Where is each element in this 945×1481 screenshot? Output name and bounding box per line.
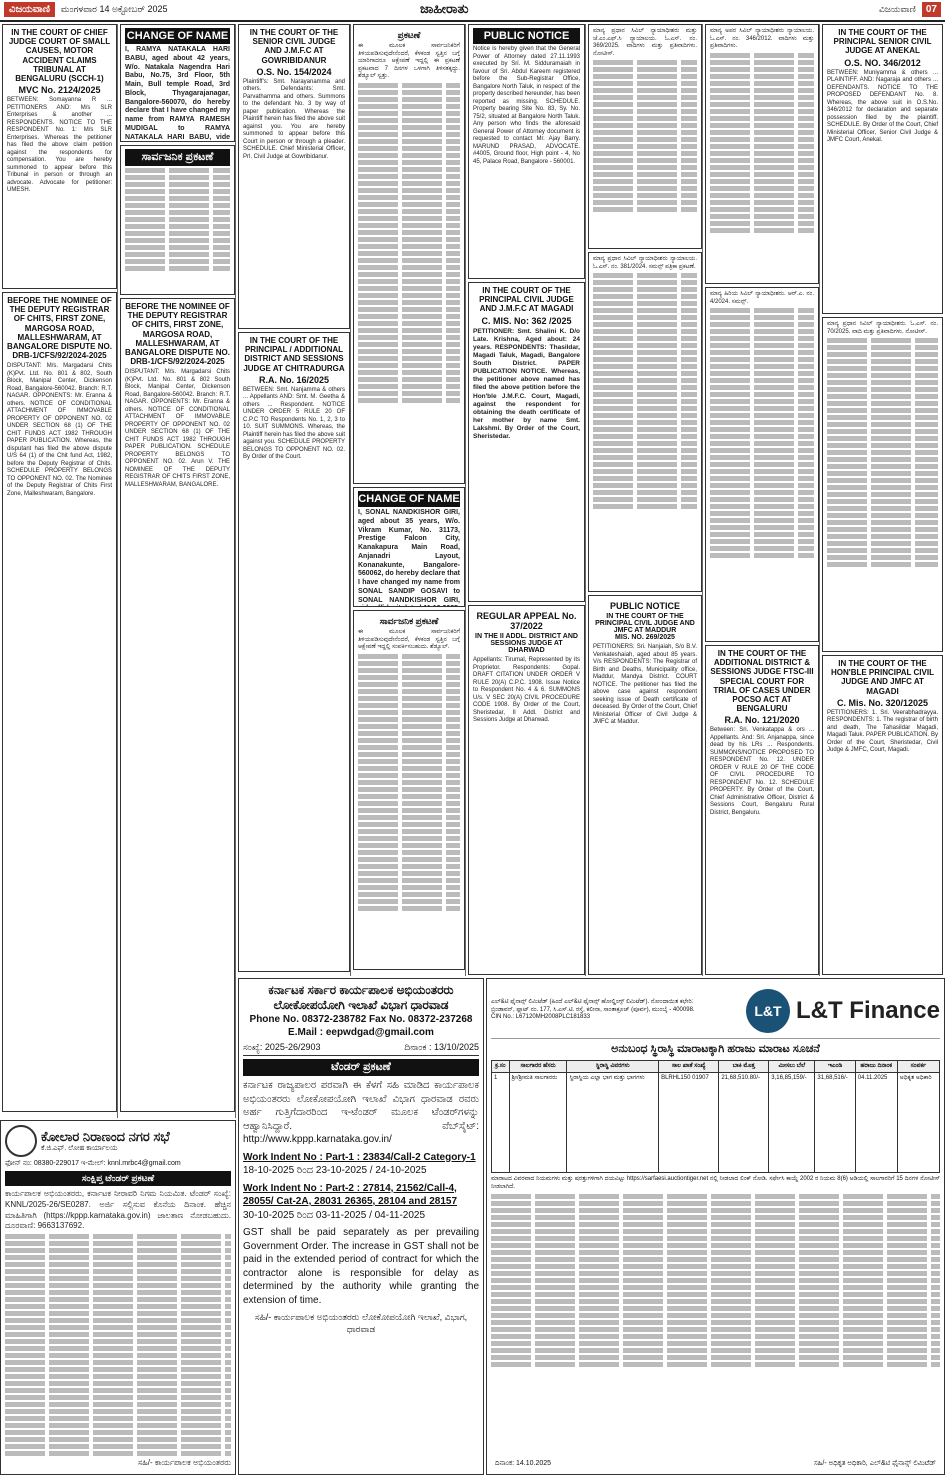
table-header-row bbox=[492, 1061, 940, 1073]
table-header: ಕ್ರ.ಸಂ bbox=[492, 1061, 510, 1073]
kmc-header bbox=[5, 1125, 231, 1157]
public-notice-1 bbox=[468, 24, 585, 279]
notice-body: PETITIONERS: Sri. Nanjaiah, S/o B.V. Venkateshaiah, aged about 85 years. V/s RESPONDENTS: The Registrar of Birth and Deaths, Municipality office, Maddur, Mandya District. COURT NOTICE. The petitioner has filed the above case against respondent seeking issue of Death certificate of deceased. By Order of the Court, Chief Ministerial Officer of Civil Judge & JMFC at Maddur. bbox=[593, 644, 697, 725]
table-header: ಹರಾಜು ದಿನಾಂಕ bbox=[855, 1061, 897, 1073]
pwd-ref-no: ಸಂಖ್ಯೆ: 2025-26/2903 bbox=[243, 1042, 321, 1052]
public-notice-title: PUBLIC NOTICE bbox=[609, 601, 680, 611]
kannada-text-lines bbox=[125, 168, 230, 271]
pwd-ref bbox=[243, 1042, 479, 1056]
notice-title: IN THE COURT OF THE ADDITIONAL DISTRICT & SESSIONS JUDGE FTSC-III SPECIAL COURT FOR TRIAL OF CASES UNDER POCSO ACT AT BENGALURU bbox=[710, 649, 814, 714]
page-number: 07 bbox=[922, 2, 941, 17]
notice-gowribidanur bbox=[238, 24, 350, 329]
kmc-contact: ಫೋನ್ ನಂ: 08380-229017 ಇ-ಮೇಲ್: knnl.mrbc4@gmail.com bbox=[5, 1160, 181, 1167]
kannada-text-lines bbox=[710, 53, 814, 233]
notice-case-no: R.A. No. 121/2020 bbox=[724, 715, 800, 726]
public-notice-maddur bbox=[588, 595, 702, 975]
table-cell: BLRHL150 01907 bbox=[659, 1073, 719, 1173]
notice-title: IN THE COURT OF CHIEF JUDGE COURT OF SMALL CAUSES, MOTOR ACCIDENT CLAIMS TRIBUNAL AT BENGALURU (SCCH-1) bbox=[8, 28, 111, 83]
notice-chits-1 bbox=[2, 292, 117, 1112]
masthead-right bbox=[879, 2, 941, 17]
notice-case-no: O.S. No. 154/2024 bbox=[256, 66, 332, 77]
kannada-text-lines bbox=[593, 273, 697, 509]
notice-pocso-court bbox=[705, 645, 819, 975]
pwd-gst-note: GST shall be paid separately as per prevailing Government Order. The increase in GST shall not be paid in the extended period of contract for which the contractor alone is responsible for delay as determined by the authority while granting the extension of time. bbox=[243, 1227, 479, 1306]
table-header: ಮೀಸಲು ಬೆಲೆ bbox=[769, 1061, 815, 1073]
kmc-signature: ಸಹಿ/- ಕಾರ್ಯಪಾಲಕ ಅಭಿಯಂತರರು bbox=[138, 1458, 231, 1468]
table-cell: 04.11.2025 bbox=[855, 1073, 897, 1173]
kannada-notice-title: ಸಾರ್ವಜನಿಕ ಪ್ರಕಟಣೆ bbox=[125, 149, 230, 166]
kmc-tender-notice bbox=[0, 1120, 236, 1475]
kannada-text-lines bbox=[491, 1194, 940, 1367]
kmc-tender-title: ಸಂಕ್ಷಿಪ್ತ ಟೆಂಡರ್ ಪ್ರಕಟಣೆ bbox=[5, 1171, 231, 1186]
table-cell: 3,16,85,159/- bbox=[769, 1073, 815, 1173]
table-cell: ಅಧಿಕೃತ ಅಧಿಕಾರಿ bbox=[897, 1073, 939, 1173]
notice-dharwad bbox=[468, 605, 585, 975]
kannada-text-lines bbox=[827, 338, 938, 567]
kannada-notice-body: ಈ ಮೂಲಕ ಸಾರ್ವಜನಿಕರಿಗೆ ತಿಳಿಯಪಡಿಸುವುದೇನೆಂದರೆ, ಕೆಳಕಂಡ ಸ್ವತ್ತಿನ ಬಗ್ಗೆ ಆಕ್ಷೇಪಣೆ ಇದ್ದಲ್ಲಿ ಸಂಪರ್ಕಿಸಬಹುದು. ಶೆಡ್ಯೂಲ್. bbox=[358, 629, 460, 650]
table-header: ಸ್ಥಿರಾಸ್ಥಿ ವಿವರಗಳು bbox=[567, 1061, 659, 1073]
change-of-name-2 bbox=[353, 487, 465, 607]
kannada-notice-body: ಮಾನ್ಯ ಪ್ರಧಾನ ಸಿವಿಲ್ ನ್ಯಾಯಾಧೀಶರು. ಓ.ಎಸ್. ನಂ. 70/2025. ವಾದಿ ಮತ್ತು ಪ್ರತಿವಾದಿಗಳು. ನೋಟೀಸ್. bbox=[827, 321, 938, 335]
column-8 bbox=[822, 24, 943, 976]
notice-case-no: O.S. NO. 346/2012 bbox=[844, 57, 921, 68]
notice-body: Between: Sri. Venkatappa & ors ... Appellants. And: Sri. Anjanappa, since dead by his LRs ... Respondents. SUMMONS/NOTICE PROPOSED TO RESPONDENT No. 12. UNDER ORDER V RULE 20 OF THE CODE OF CIVIL PROCEDURE TO RESPONDENT No. 12. SCHEDULE PROPERTY. By Order of the Court, Chief Administrative Officer, District & Sessions Court, Bengaluru Rural District, Bengaluru. bbox=[710, 727, 814, 816]
kannada-notice-7 bbox=[705, 287, 819, 642]
notice-case-no: R.A. No. 16/2025 bbox=[258, 374, 330, 385]
pwd-tender-notice bbox=[238, 978, 484, 1475]
lt-notice-title: ಅನುಬಂಧ ಸ್ಥಿರಾಸ್ಥಿ ಮಾರಾಟಕ್ಕಾಗಿ ಹರಾಜು ಮಾರಾಟ ಸೂಚನೆ bbox=[611, 1043, 820, 1055]
table-header: ಸಂಪರ್ಕ bbox=[897, 1061, 939, 1073]
pwd-work-indent-1: Work Indent No : Part-1 : 23834/Call-2 Category-1 bbox=[243, 1151, 476, 1163]
table-cell: 1 bbox=[492, 1073, 510, 1173]
column-4 bbox=[353, 24, 466, 976]
notice-mvc bbox=[2, 24, 117, 289]
notice-case-no: MIS. NO. 269/2025 bbox=[615, 634, 675, 641]
public-notice-body: Notice is hereby given that the General Power of Attorney dated 27.11.1993 executed by Sri. M. Sidduramaiah in favour of Sri. Abdul Kareem registered before the Sub-Registrar Office, Bangalore North Taluk, in respect of the property described hereunder, has been reported as missing. SCHEDULE. Property bearing Site No. 83, Sy. No. 75/2, situated at Bangalore North Taluk. Any person who finds the aforesaid General Power of Attorney document is requested to contact Mr. Ajay Barry. MARUND PRASAD, ADVOCATE. #4005, Ground floor, High point - 4, No 45, Palace Road, Bangalore - 560001. bbox=[473, 46, 580, 165]
notice-title: IN THE COURT OF THE SENIOR CIVIL JUDGE AND J.M.F.C AT GOWRIBIDANUR bbox=[249, 28, 339, 65]
notice-case-no: C. Mis. No. 320/12025 bbox=[836, 697, 929, 708]
kannada-text-lines bbox=[358, 654, 460, 911]
right-logo: ವಿಜಯವಾಣಿ bbox=[879, 4, 916, 14]
pwd-org-name: ಕರ್ನಾಟಕ ಸರ್ಕಾರ ಕಾರ್ಯಪಾಲಕ ಅಭಿಯಂತರರು ಲೋಕೋಪಯೋಗಿ ಇಲಾಖೆ ವಿಭಾಗ ಧಾರವಾಡ bbox=[268, 983, 454, 1012]
notice-chitradurga bbox=[238, 332, 350, 972]
column-5 bbox=[468, 24, 586, 976]
table-cell: 21,68,510.80/- bbox=[719, 1073, 769, 1173]
change-of-name-body: I, RAMYA NATAKALA HARI BABU, aged about 42 years, W/o. Natakala Nagendra Hari Babu, No.75, 3rd Floor, 5th Main, Bull temple Road, 3rd Block, Thyagarajanagar, Bangalore-560070, do hereby declare that I have changed my name from RAMYA RAMESH MUDIGAL to RAMYA NATAKALA HARI BABU, vide bbox=[125, 46, 230, 141]
notice-body: BETWEEN: Muniyamma & others ... PLAINTIFF. AND: Nagaraja and others ... DEFENDANTS. NOTICE TO THE PROPOSED DEFENDANT No. 8. Whereas, the above suit in O.S.No. 346/2012 for declaration and separate possession filed by the plaintiff. SCHEDULE. By Order of the Court, Chief Ministerial Officer, Senior Civil Judge & JMFC Court, Anekal. bbox=[827, 69, 938, 144]
notice-magadi-1 bbox=[468, 282, 585, 602]
lt-logo bbox=[746, 989, 940, 1033]
kannada-notice-title: ಸಾರ್ವಜನಿಕ ಪ್ರಕಟಣೆ bbox=[379, 616, 439, 626]
notice-anekal bbox=[822, 24, 943, 314]
notice-body: DISPUTANT: M/s. Margadarsi Chits (K)Pvt. Ltd. No. 801 & 802, South Block, Manipal Center, Dickenson Road, Bangalore-560042. Branch: R.T. NAGAR. OPPONENTS: Mr. Eranna & others. NOTICE OF CONDITIONAL ATTACHMENT OF IMMOVABLE PROPERTY OF OPPONENT NO. 02 UNDER SECTION 68 (1) OF THE CHIT FUNDS ACT 1982 THROUGH PAPER PUBLICATION. Whereas, the disputant has filed the above dispute U/S 64 (1) of the Chit fund Act, 1982, before the Deputy Registrar of Chits. SCHEDULE PROPERTY BELONGS TO OPPONENT NO. 02. The Nominee of the Deputy Registrar of Chits First Zone, Malleshwaram, Bangalore. bbox=[7, 363, 112, 497]
notice-body: Appellants: Tirumal, Represented by its Proprietor. Respondents: Gopal. DRAFT CITATION UNDER ORDER V RULE 20(A) C.P.C. 1908. Issue Notice to Respondent No. 4 & 6. SUMMONS U/s. V SEC 20(A) CIVIL PROCEDURE CODE 1908. By Order of the Court, Sheristedar, II Addl. District and Sessions Judge at Dharwad. bbox=[473, 657, 580, 723]
newspaper-logo: ವಿಜಯವಾಣಿ bbox=[4, 2, 55, 17]
kannada-text-lines bbox=[593, 60, 697, 212]
change-of-name-title: CHANGE OF NAME bbox=[126, 30, 229, 42]
kannada-notice-3 bbox=[353, 610, 465, 970]
lt-brand-name: L&T Finance bbox=[795, 996, 940, 1024]
notice-title: IN THE COURT OF THE HON'BLE PRINCIPAL CIVIL JUDGE AND JMFC AT MAGADI bbox=[831, 659, 934, 696]
table-cell: 31,68,516/- bbox=[815, 1073, 855, 1173]
notice-body: PETITIONERS: 1. Sri. Veerabhadrayya. RESPONDENTS: 1. The registrar of birth and death, The Tahasildar Magadi, Magadi Taluk. PAPER PUBLICATION. By Order of the Court, Sheristedar, Civil Judge & JMFC, Court, Magadi. bbox=[827, 709, 938, 754]
notice-body: DISPUTANT: M/s. Margadarsi Chits (K)Pvt. Ltd. No. 801 & 802 South Block, Manipal Center, Dickenson Road, Bangalore-560042. Branch: R.T. NAGAR. OPPONENTS: Mr. Eranna & others. NOTICE OF CONDITIONAL ATTACHMENT OF IMMOVABLE PROPERTY OF OPPONENT NO. 02 UNDER SECTION 68 (1) OF THE CHIT FUNDS ACT 1982 THROUGH PAPER PUBLICATION. SCHEDULE PROPERTY BELONGS TO OPPONENT NO. 02. Arun V. THE NOMINEE OF THE DEPUTY REGISTRAR OF CHITS FIRST ZONE, MALLESHWARAM, BANGALORE. bbox=[125, 369, 230, 488]
lt-header bbox=[491, 983, 940, 1039]
kannada-notice-body: ಮಾನ್ಯ ಪ್ರಧಾನ ಸಿವಿಲ್ ನ್ಯಾಯಾಧೀಶರು ನ್ಯಾಯಾಲಯ. ಓ.ಎಸ್. ನಂ. 381/2024. ಸಮನ್ಸ್ ಪತ್ರಿಕಾ ಪ್ರಕಟಣೆ. bbox=[593, 256, 697, 270]
notice-magadi-2 bbox=[822, 655, 943, 975]
kannada-notice-title: ಪ್ರಕಟಣೆ bbox=[397, 30, 421, 40]
table-cell: ಸ್ಥಿರಾಸ್ಥಿಯ ಎಲ್ಲಾ ಭಾಗ ಮತ್ತು ಭಾಗಗಳು bbox=[567, 1073, 659, 1173]
section-title: ಜಾಹೀರಾತು bbox=[420, 1, 469, 16]
lt-finance-auction-notice bbox=[486, 978, 945, 1475]
notice-court: IN THE COURT OF THE PRINCIPAL CIVIL JUDGE AND JMFC AT MADDUR bbox=[595, 613, 695, 634]
pwd-ref-date: ದಿನಾಂಕ : 13/10/2025 bbox=[404, 1042, 479, 1052]
notice-title: IN THE COURT OF THE PRINCIPAL / ADDITIONAL DISTRICT AND SESSIONS JUDGE AT CHITRADURGA bbox=[243, 336, 345, 373]
notice-title: IN THE COURT OF THE PRINCIPAL SENIOR CIVIL JUDGE AT ANEKAL bbox=[833, 28, 932, 56]
lt-registered-office: ಎಲ್&ಟಿ ಫೈನಾನ್ಸ್ ಲಿಮಿಟೆಡ್ (ಹಿಂದೆ ಎಲ್&ಟಿ ಫೈನಾನ್ಸ್ ಹೋಲ್ಡಿಂಗ್ಸ್ ಲಿಮಿಟೆಡ್). ನೋಂದಾಯಿತ ಕಛೇರಿ: ಬ್ರಿಂಡಾವನ್, ಪ್ಲಾಟ್ ನಂ. 177, ಸಿ.ಎಸ್.ಟಿ. ರಸ್ತೆ, ಕಲೀನಾ, ಸಾಂತಾಕ್ರೂಜ್ (ಪೂರ್ವ), ಮುಂಬೈ - 400098. CIN No.: L67120MH2008PLC181833 bbox=[491, 998, 695, 1021]
notice-body: BETWEEN: Smt. Nanjamma & others ... Appellants AND: Smt. M. Geetha & others ... Respondent. NOTICE UNDER ORDER 5 RULE 20 OF C.P.C TO Respondents No. 1, 2, 3 to 10. SUIT SUMMONS. Whereas, the Plaintiff herein has filed the above suit against you. SCHEDULE PROPERTY BELONGS TO OPPONENT NO. 02. By Order of the Court. bbox=[243, 386, 345, 461]
kannada-notice-6 bbox=[705, 24, 819, 284]
change-of-name-title: CHANGE OF NAME bbox=[358, 493, 460, 505]
pwd-tender-body: ಕರ್ನಾಟಕ ರಾಜ್ಯಪಾಲರ ಪರವಾಗಿ ಈ ಕೆಳಗೆ ಸಹಿ ಮಾಡಿದ ಕಾರ್ಯಪಾಲಕ ಅಭಿಯಂತರರು ಲೋಕೋಪಯೋಗಿ ಇಲಾಖೆ ವಿಭಾಗ ಧಾರವಾಡ ರವರು ಅರ್ಹ ಗುತ್ತಿಗೆದಾರರಿಂದ ಇ-ಟೆಂಡರ್ ಮೂಲಕ ಟೆಂಡರ್‌ಗಳನ್ನು ಆಹ್ವಾನಿಸಿದ್ದಾರೆ. ವೆಬ್‌ಸೈಟ್: http://www.kppp.karnataka.gov.in/ bbox=[243, 1080, 479, 1145]
pwd-tender-title: ಟೆಂಡರ್ ಪ್ರಕಟಣೆ bbox=[243, 1059, 479, 1076]
pwd-signature: ಸಹಿ/- ಕಾರ್ಯಪಾಲಕ ಅಭಿಯಂತರರು ಲೋಕೋಪಯೋಗಿ ಇಲಾಖೆ, ವಿಭಾಗ, ಧಾರವಾಡ bbox=[254, 1312, 468, 1335]
lt-date: ದಿನಾಂಕ: 14.10.2025 bbox=[495, 1460, 552, 1467]
notice-title: IN THE COURT OF THE PRINCIPAL CIVIL JUDGE AND J.M.F.C AT MAGADI bbox=[479, 286, 574, 314]
lt-auction-table bbox=[491, 1060, 940, 1173]
notice-body: Plaintiff's: Smt. Narayanamma and others. Defendants: Smt. Parvathamma and others. Summons to the defendant No. 3 by way of paper publication. Whereas the Plaintiff herein has filed the above suit against you. You are hereby summoned to appear before this Court in person or through a pleader. SCHEDULE. Chief Ministerial Officer, Prl. Civil Judge at Gowribidanur. bbox=[243, 78, 345, 160]
govt-emblem-icon bbox=[5, 1125, 37, 1157]
column-6 bbox=[588, 24, 703, 976]
issue-date: ಮಂಗಳವಾರ 14 ಅಕ್ಟೋಬರ್ 2025 bbox=[60, 4, 168, 14]
notice-case-no: REGULAR APPEAL No. 37/2022 bbox=[476, 611, 577, 631]
table-cell: ಶ್ರೀ/ಶ್ರೀಮತಿ ಸಾಲಗಾರರು bbox=[509, 1073, 567, 1173]
kmc-sub: ಕೆ.ಜಿ.ಎಫ್. ಲೋಹ ಕಾರ್ಯಾಲಯ bbox=[41, 1145, 118, 1152]
kannada-notice-5 bbox=[588, 252, 702, 592]
masthead bbox=[0, 0, 945, 22]
notice-body: BETWEEN: Somayanna R ... PETITIONERS AND: M/s SLR Enterprises & another ... RESPONDENTS. NOTICE TO THE RESPONDENT No. 1: M/s SLR Enterprises. Whereas the petitioner has filed the above claim petition against the respondents for compensation. You are hereby summoned to appear before this Tribunal in person or through an advocate. Advocate for petitioner: UMESH. bbox=[7, 97, 112, 194]
kannada-notice-4 bbox=[588, 24, 702, 249]
change-of-name-1 bbox=[120, 24, 235, 142]
kmc-org-name: ಕೋಲಾರ ನಿರಾಣಂದ ನಗರ ಸಭೆ bbox=[41, 1129, 170, 1144]
notice-case-no: MVC No. 2124/2025 bbox=[18, 85, 101, 96]
table-header: ಸಾಲಗಾರರ ಹೆಸರು bbox=[509, 1061, 567, 1073]
kannada-text-lines bbox=[358, 83, 460, 403]
column-2 bbox=[120, 24, 236, 1118]
pwd-work-2-dates: 30-10-2025 ರಿಂದ 03-11-2025 / 04-11-2025 bbox=[243, 1209, 426, 1221]
notice-court: IN THE II ADDL. DISTRICT AND SESSIONS JUDGE AT DHARWAD bbox=[475, 633, 578, 654]
notice-title: BEFORE THE NOMINEE OF THE DEPUTY REGISTRAR OF CHITS, FIRST ZONE, MARGOSA ROAD, MALLESHWARAM, AT BANGALORE DISPUTE NO. DRB-1/CFS/92/2024-2025 bbox=[7, 296, 112, 361]
kannada-notice-body: ಈ ಮೂಲಕ ಸಾರ್ವಜನಿಕರಿಗೆ ತಿಳಿಯಪಡಿಸುವುದೇನೆಂದರೆ, ಕೆಳಕಂಡ ಸ್ವತ್ತಿನ ಬಗ್ಗೆ ಯಾರಿಗಾದರೂ ಆಕ್ಷೇಪಣೆ ಇದ್ದಲ್ಲಿ ಈ ಪ್ರಕಟಣೆ ಪ್ರಕಟವಾದ 7 ದಿನಗಳ ಒಳಗಾಗಿ ತಿಳಿಸತಕ್ಕದ್ದು. ಶೆಡ್ಯೂಲ್ ಸ್ವತ್ತು. bbox=[358, 43, 460, 79]
kmc-body: ಕಾರ್ಯಪಾಲಕ ಅಭಿಯಂತರರು, ಕರ್ನಾಟಕ ನೀರಾವರಿ ನಿಗಮ ನಿಯಮಿತ. ಟೆಂಡರ್ ಸಂಖ್ಯೆ: KNNL/2025-26/SE0287. ಅರ್ಜಿ ಸಲ್ಲಿಸುವ ಕೊನೆಯ ದಿನಾಂಕ. ಹೆಚ್ಚಿನ ಮಾಹಿತಿಗಾಗಿ (https://kppp.karnataka.gov.in) ಜಾಲತಾಣ ನೋಡಬಹುದು. ದೂರವಾಣಿ: 9663137692. bbox=[5, 1189, 231, 1231]
lt-logo-icon: L&T bbox=[746, 989, 790, 1033]
notice-chits-2 bbox=[120, 298, 235, 1112]
pwd-phone: Phone No. 08372-238782 Fax No. 08372-237268 bbox=[249, 1014, 473, 1025]
masthead-left bbox=[4, 2, 168, 17]
kannada-notice-1 bbox=[120, 145, 235, 295]
column-3 bbox=[238, 24, 351, 976]
lt-terms: ಮಾರಾಟದ ವಿವರವಾದ ನಿಯಮಗಳು ಮತ್ತು ಷರತ್ತುಗಳಿಗಾಗಿ ದಯವಿಟ್ಟು https://sarfaesi.auctiontiger.net ನಲ್ಲಿ ನೀಡಲಾದ ಲಿಂಕ್ ನೋಡಿ. ಸರ್ಫೇಸಿ ಕಾಯ್ದೆ 2002 ರ ನಿಯಮ 8(6) ಅಡಿಯಲ್ಲಿ ಸಾಲಗಾರರಿಗೆ 15 ದಿನಗಳ ನೋಟೀಸ್ ನೀಡಲಾಗಿದೆ. bbox=[491, 1176, 940, 1190]
pwd-email: E.Mail : eepwdgad@gmail.com bbox=[288, 1027, 434, 1038]
change-of-name-body: I, SONAL NANDKISHOR GIRI, aged about 35 years, W/o. Vikram Kumar, No. 31173, Prestige Falcon City, Kanakapura Main Road, Anjanadri Layout, Konanakunte, Bangalore-560062, do hereby declare that I have changed my name from SONAL SANDIP GOSAVI to SONAL NANDKISHOR GIRI, bbox=[358, 509, 460, 604]
kannada-notice-body: ಮಾನ್ಯ ಪ್ರಧಾನ ಸಿವಿಲ್ ನ್ಯಾಯಾಧೀಶರು ಮತ್ತು ಜೆ.ಎಂ.ಎಫ್.ಸಿ ನ್ಯಾಯಾಲಯ. ಓ.ಎಸ್. ನಂ. 369/2025. ವಾದಿಗಳು ಮತ್ತು ಪ್ರತಿವಾದಿಗಳು. ನೋಟೀಸ್. bbox=[593, 28, 697, 57]
kannada-notice-8 bbox=[822, 317, 943, 652]
notice-body: PETITIONER: Smt. Shalini K. D/o Late. Krishna, Aged about: 24 years. RESPONDENTS: Thasildar, Magadi Taluk, Magadi, Bangalore South District. PAPER PUBLICATION NOTICE. Whereas, the petitioner above named has filed the above petition before the Hon'ble J.M.F.C. Court, Magadi, against the respondent for obtaining the death certificate of her mother by name Smt. Lakshmi. By Order of the Court, Sheristedar. bbox=[473, 327, 580, 441]
kannada-notice-2 bbox=[353, 24, 465, 484]
table-header: ಇಎಂಡಿ bbox=[815, 1061, 855, 1073]
table-row bbox=[492, 1073, 940, 1173]
lt-signature: ಸಹಿ/- ಅಧಿಕೃತ ಅಧಿಕಾರಿ, ಎಲ್&ಟಿ ಫೈನಾನ್ಸ್ ಲಿಮಿಟೆಡ್ bbox=[813, 1460, 936, 1467]
public-notice-title: PUBLIC NOTICE bbox=[473, 28, 580, 44]
column-7 bbox=[705, 24, 820, 976]
column-1 bbox=[2, 24, 118, 1118]
kannada-text-lines bbox=[710, 308, 814, 558]
table-header: ಸಾಲ ಖಾತೆ ಸಂಖ್ಯೆ bbox=[659, 1061, 719, 1073]
notice-case-no: C. MIS. No: 362 /2025 bbox=[481, 315, 572, 326]
kannada-text-lines bbox=[5, 1234, 231, 1456]
pwd-work-1-dates: 18-10-2025 ರಿಂದ 23-10-2025 / 24-10-2025 bbox=[243, 1165, 427, 1176]
table-header: ಬಾಕಿ ಮೊತ್ತ bbox=[719, 1061, 769, 1073]
kannada-notice-body: ಮಾನ್ಯ ಹಿರಿಯ ಸಿವಿಲ್ ನ್ಯಾಯಾಧೀಶರು. ಆರ್.ಎ. ನಂ. 4/2024. ಸಮನ್ಸ್. bbox=[710, 291, 814, 305]
notice-title: BEFORE THE NOMINEE OF THE DEPUTY REGISTRAR OF CHITS, FIRST ZONE, MARGOSA ROAD, MALLESHWARAM, AT BANGALORE DISPUTE NO. DRB-1/CFS/92/2024-2025 bbox=[125, 302, 230, 367]
kannada-notice-body: ಮಾನ್ಯ ಅಪರ ಸಿವಿಲ್ ನ್ಯಾಯಾಧೀಶರು ನ್ಯಾಯಾಲಯ. ಓ.ಎಸ್. ನಂ. 346/2012. ವಾದಿಗಳು ಮತ್ತು ಪ್ರತಿವಾದಿಗಳು. bbox=[710, 28, 814, 49]
pwd-work-indent-2: Work Indent No : Part-2 : 27814, 21562/Call-4, 28055/ Cat-2A, 28031 26365, 28104 and 28157 bbox=[243, 1182, 458, 1207]
